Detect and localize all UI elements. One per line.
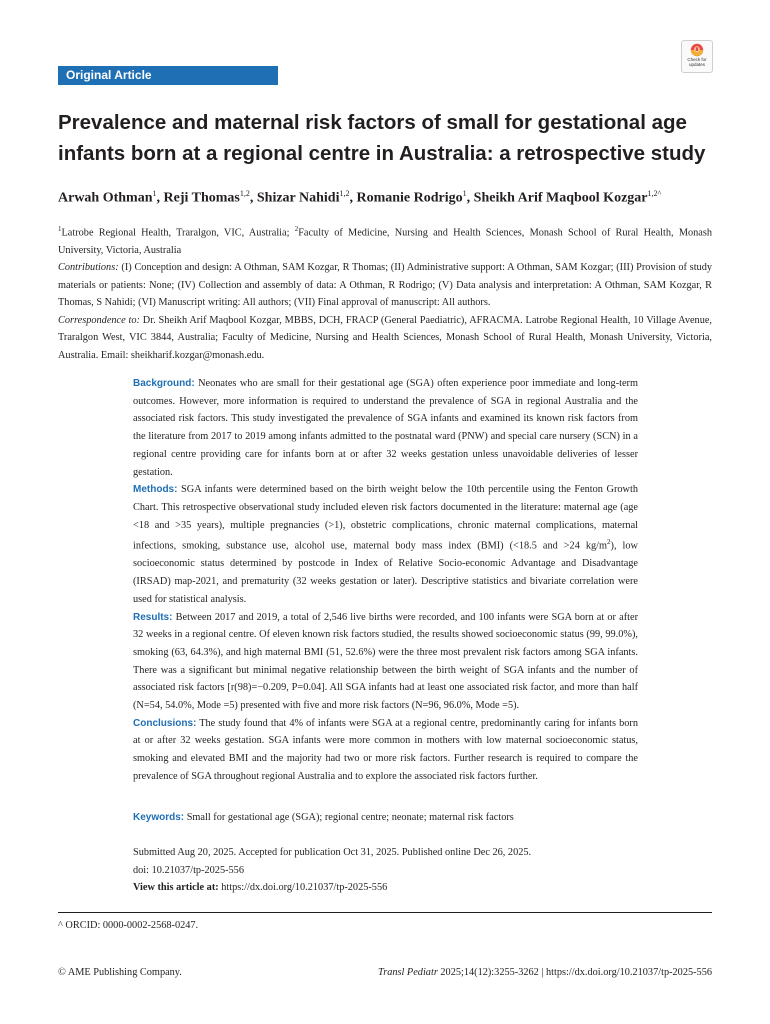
methods-superscript: 2 xyxy=(607,538,611,547)
author-affiliation-ref: 1 xyxy=(462,189,467,198)
conclusions-text: The study found that 4% of infants were SGA at a regional centre, predominantly caring for infants born at or after 32 weeks gestation. SGA infants were more common in mothers with low maternal socioeconomic status, smoking and elevated BMI and the majority had two or more risk factors. Further research is required to compare the prevalence of SGA throughout regional Australia and to explore the associated risk factors further. xyxy=(133,717,638,782)
author-name[interactable]: Sheikh Arif Maqbool Kozgar xyxy=(473,190,648,206)
methods-heading: Methods: xyxy=(133,484,178,496)
submission-info xyxy=(133,844,638,897)
author-list xyxy=(58,184,718,209)
abstract-methods xyxy=(133,481,638,608)
affiliation-number: 2 xyxy=(294,225,299,233)
methods-text: SGA infants were determined based on the birth weight below the 10th percentile using the Fenton Growth Chart. This retrospective observational study included eleven risk factors documented in the literature: maternal age (age <18 and >35 years), multiple pregnancies (>1), obstetric complications, chronic maternal complications, maternal infections, smoking, substance use, alcohol use, maternal body mass index (BMI) (<18.5 and >24 kg/m xyxy=(133,484,638,552)
badge-label: Check for updates xyxy=(687,57,707,67)
conclusions-heading: Conclusions: xyxy=(133,717,197,729)
author-name[interactable]: Reji Thomas xyxy=(163,190,240,206)
view-article-label: View this article at: xyxy=(133,882,219,893)
journal-name: Transl Pediatr xyxy=(378,967,438,978)
author-affiliation-ref: 1,2 xyxy=(339,189,350,198)
abstract-results xyxy=(133,609,638,715)
author-name[interactable]: Shizar Nahidi xyxy=(256,190,340,206)
journal-citation xyxy=(378,966,712,980)
check-for-updates-badge[interactable] xyxy=(681,40,713,73)
footnote-divider xyxy=(58,912,712,913)
background-text: Neonates who are small for their gestational age (SGA) often experience poor immediate and long-term outcomes. However, more information is required to understand the prevalence of SGA in regional Australia and the associated risk factors. This study investigated the prevalence of SGA infants and examined its known risk factors from the literature from 2017 to 2019 among infants admitted to the postnatal ward (PNW) and special care nursery (SCN) in a regional centre providing care for infants born at or after 32 weeks gestation unless unavoidable deliveries of lesser gestation. xyxy=(133,378,638,478)
author-name[interactable]: Romanie Rodrigo xyxy=(356,190,463,206)
keywords-text: Small for gestational age (SGA); regional centre; neonate; maternal risk factors xyxy=(184,812,514,823)
contributions-text: (I) Conception and design: A Othman, SAM Kozgar, R Thomas; (II) Administrative support: A Othman, SAM Kozgar; (III) Provision of study materials or patients: None; (IV) Collection and assembly of data: A Othman, R Rodrigo; (V) Data analysis and interpretation: A Othman, SAM Kozgar, R Thomas, S Nahidi; (VI) Manuscript writing: All authors; (VII) Final approval of manuscript: All authors. xyxy=(58,262,712,309)
orcid-footnote: ^ ORCID: 0000-0002-2568-0247. xyxy=(58,920,199,931)
correspondence xyxy=(58,312,712,365)
citation-text[interactable]: 2025;14(12):3255-3262 | https://dx.doi.org/10.21037/tp-2025-556 xyxy=(437,967,712,978)
crossmark-icon xyxy=(688,43,706,57)
author-separator: , xyxy=(249,190,257,206)
copyright: © AME Publishing Company. xyxy=(58,967,182,978)
author-affiliation-ref: 1,2 xyxy=(647,189,658,198)
contributions-label: Contributions: xyxy=(58,262,119,274)
affiliation-text: Latrobe Regional Health, Traralgon, VIC, Australia; xyxy=(61,227,295,239)
correspondence-text: Dr. Sheikh Arif Maqbool Kozgar, MBBS, DCH, FRACP (General Paediatric), AFRACMA. Latrobe Regional Health, 10 Village Avenue, Traralgon West, VIC 3844, Australia; Faculty of Medicine, Nursing and Health Sciences, Monash School of Rural Health, Monash University, Victoria, Australia. Email: sheikharif.kozgar@monash.edu. xyxy=(58,314,712,361)
submission-dates: Submitted Aug 20, 2025. Accepted for publication Oct 31, 2025. Published online Dec 26, 2025. xyxy=(133,847,532,858)
author-affiliation-ref: 1,2 xyxy=(239,189,250,198)
results-text: Between 2017 and 2019, a total of 2,546 live births were recorded, and 100 infants were SGA born at or after 32 weeks in a regional centre. Of eleven known risk factors studied, the results showed socioeconomic status (99, 99.0%), smoking (63, 64.3%), and high maternal BMI (51, 52.6%) were the three most prevalent risk factors among SGA infants. There was a significant but minimal negative relationship between the birth weight of SGA infants and the number of associated risk factors [r(98)=−0.209, P=0.04]. All SGA infants had at least one associated risk factor, and more than half (N=54, 54.0%, Mode =5) presented with five and more risk factors (N=96, 96.0%, Mode =5). xyxy=(133,611,638,712)
view-article-line xyxy=(133,879,638,897)
methods-text-continued: ), low socioeconomic status determined by postcode in Index of Relative Socio-economic Advantage and Disadvantage (IRSAD) map-2021, and prematurity (32 weeks gestation or later). Descriptive statistics and bivariate correlation were used for statistical analysis. xyxy=(133,540,638,605)
orcid-marker: ^ xyxy=(657,189,662,198)
article-title: Prevalence and maternal risk factors of small for gestational age infants born at a regional centre in Australia: a retrospective study xyxy=(58,111,706,165)
author-separator: , xyxy=(466,190,474,206)
author-affiliation-ref: 1 xyxy=(152,189,157,198)
keywords-heading: Keywords: xyxy=(133,812,185,823)
article-url-link[interactable]: https://dx.doi.org/10.21037/tp-2025-556 xyxy=(218,882,388,893)
affiliation-number: 1 xyxy=(58,225,62,233)
article-type-banner: Original Article xyxy=(58,66,278,85)
affiliation-text: Faculty of Medicine, Nursing and Health Sciences, Monash School of Rural Health, Monash University, Victoria, Australia xyxy=(58,227,713,256)
author-separator: , xyxy=(349,190,357,206)
front-matter xyxy=(58,221,712,364)
abstract xyxy=(133,375,638,786)
correspondence-label: Correspondence to: xyxy=(58,314,140,326)
affiliations xyxy=(58,221,712,259)
author-name[interactable]: Arwah Othman xyxy=(58,190,153,206)
keywords xyxy=(133,810,638,826)
abstract-background xyxy=(133,375,638,481)
results-heading: Results: xyxy=(133,611,173,623)
doi[interactable]: doi: 10.21037/tp-2025-556 xyxy=(133,864,244,876)
background-heading: Background: xyxy=(133,378,195,389)
author-separator: , xyxy=(156,190,164,206)
contributions xyxy=(58,259,712,312)
abstract-conclusions xyxy=(133,715,638,786)
